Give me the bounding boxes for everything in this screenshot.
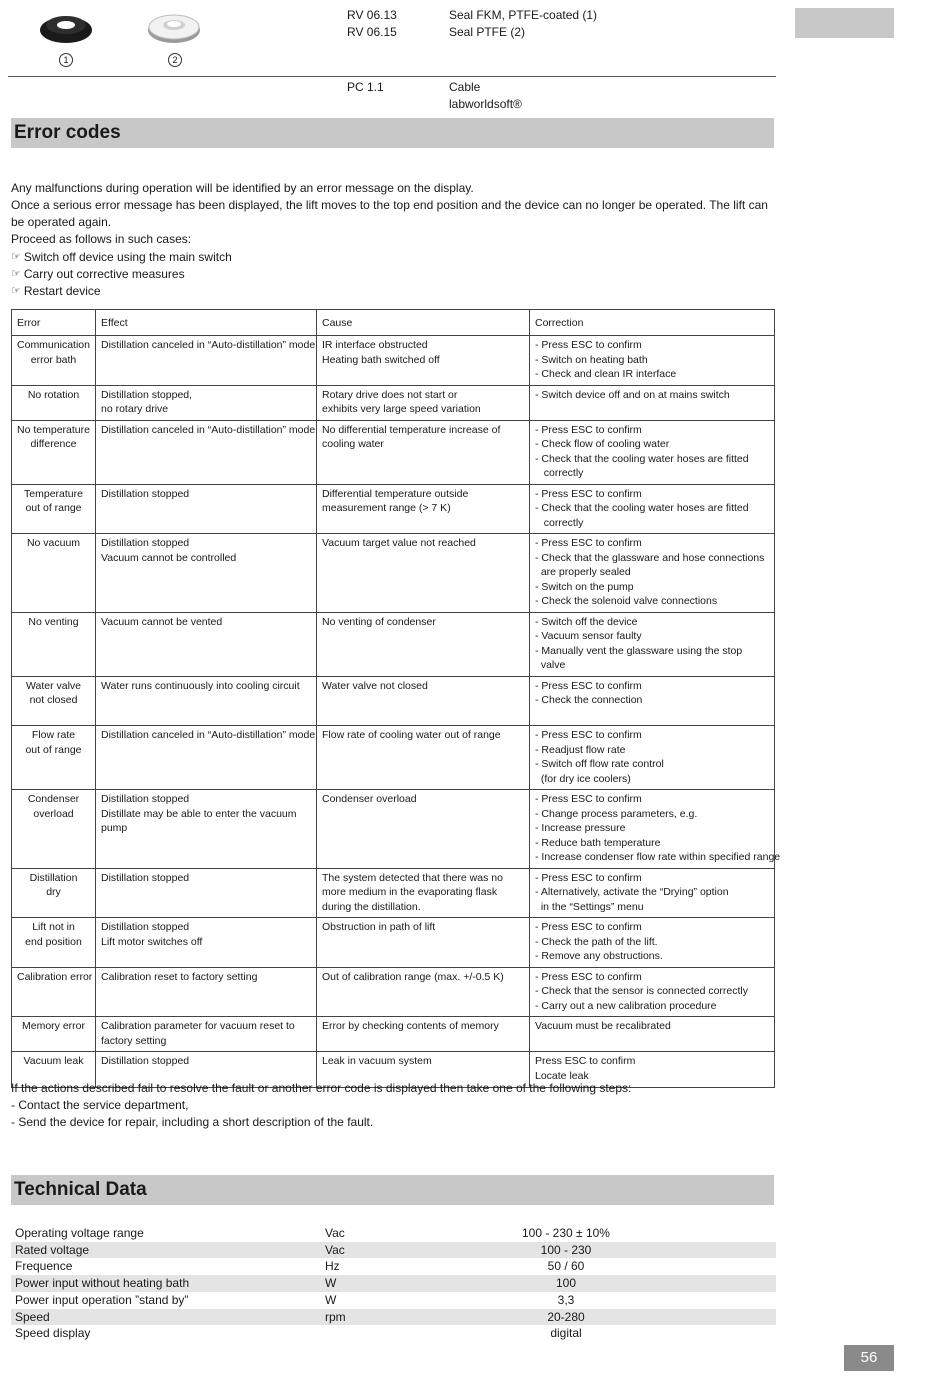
correction-line: - Press ESC to confirm bbox=[535, 679, 642, 692]
cause-line: Condenser overload bbox=[322, 793, 417, 805]
cell-correction bbox=[530, 484, 775, 534]
correction-line: correctly bbox=[535, 516, 584, 529]
cell-correction bbox=[530, 726, 775, 790]
effect-line: Distillation stopped bbox=[101, 793, 190, 805]
cause-line: IR interface obstructed bbox=[322, 339, 428, 351]
tech-data-value: 100 - 230 bbox=[540, 1242, 592, 1257]
cell-correction bbox=[530, 612, 775, 676]
error-codes-heading: Error codes bbox=[11, 118, 774, 148]
step-item bbox=[11, 266, 776, 283]
table-row bbox=[12, 385, 775, 420]
cell-effect bbox=[96, 676, 317, 726]
effect-line: factory setting bbox=[101, 1034, 167, 1047]
cell-error bbox=[12, 918, 96, 968]
tech-data-name: Speed display bbox=[15, 1326, 91, 1341]
cell-correction bbox=[530, 534, 775, 613]
tech-data-value: 3,3 bbox=[557, 1292, 575, 1307]
tech-data-unit: W bbox=[325, 1276, 337, 1291]
correction-line: - Change process parameters, e.g. bbox=[535, 807, 698, 820]
tech-data-row bbox=[11, 1225, 776, 1242]
tech-data-row bbox=[11, 1292, 776, 1309]
correction-line: are properly sealed bbox=[535, 566, 631, 578]
cell-correction bbox=[530, 385, 775, 420]
accessory-description: Seal FKM, PTFE-coated (1) bbox=[449, 8, 598, 22]
correction-line: Vacuum must be recalibrated bbox=[535, 1020, 671, 1032]
effect-line: Distillation canceled in “Auto-distillation” mode bbox=[101, 729, 316, 741]
error-line: out of range bbox=[25, 502, 82, 514]
table-row bbox=[12, 967, 775, 1017]
step-item bbox=[11, 249, 776, 266]
cell-effect bbox=[96, 420, 317, 484]
cause-line: Error by checking contents of memory bbox=[322, 1020, 499, 1032]
table-header-row bbox=[12, 310, 775, 336]
cell-cause bbox=[317, 484, 530, 534]
cause-line: measurement range (> 7 K) bbox=[322, 502, 451, 514]
divider bbox=[8, 76, 776, 77]
error-codes-footer bbox=[11, 1080, 776, 1131]
tech-data-name: Frequence bbox=[15, 1259, 73, 1274]
error-line: Communication bbox=[17, 339, 90, 351]
correction-line: - Press ESC to confirm bbox=[535, 793, 642, 805]
cell-cause bbox=[317, 534, 530, 613]
cell-correction bbox=[530, 790, 781, 869]
error-line: end position bbox=[25, 935, 82, 948]
footer-line: If the actions described fail to resolve the fault or another error code is displayed then take one of the following steps: bbox=[11, 1081, 632, 1095]
accessory-descriptions-seals bbox=[449, 7, 597, 41]
error-line: No rotation bbox=[27, 388, 80, 401]
cell-effect bbox=[96, 918, 317, 968]
cell-cause bbox=[317, 868, 530, 918]
effect-line: pump bbox=[101, 822, 128, 834]
cell-error bbox=[12, 385, 96, 420]
table-row bbox=[12, 612, 775, 676]
correction-line: in the “Settings” menu bbox=[535, 900, 644, 913]
cause-line: Leak in vacuum system bbox=[322, 1055, 432, 1067]
cell-effect bbox=[96, 868, 317, 918]
correction-line: - Check the connection bbox=[535, 694, 643, 706]
tech-data-value: 100 bbox=[555, 1276, 577, 1291]
effect-line: Distillation stopped, bbox=[101, 388, 193, 401]
cell-correction bbox=[530, 676, 775, 726]
accessory-codes-seals bbox=[347, 7, 397, 41]
effect-line: Vacuum cannot be controlled bbox=[101, 551, 237, 564]
accessory-description: labworldsoft® bbox=[449, 97, 522, 111]
error-line: Vacuum leak bbox=[23, 1055, 84, 1067]
cell-cause bbox=[317, 420, 530, 484]
accessory-code: PC 1.1 bbox=[347, 80, 384, 94]
error-line: No venting bbox=[28, 615, 79, 628]
correction-line: - Reduce bath temperature bbox=[535, 836, 661, 849]
correction-line: (for dry ice coolers) bbox=[535, 772, 631, 785]
error-line: difference bbox=[30, 438, 77, 450]
error-line: Memory error bbox=[21, 1020, 85, 1032]
seal-ptfe-image bbox=[146, 10, 202, 44]
correction-line: - Switch off flow rate control bbox=[535, 758, 664, 770]
cell-correction bbox=[530, 918, 775, 968]
footer-line: - Contact the service department, bbox=[11, 1098, 189, 1112]
tech-data-unit: rpm bbox=[325, 1309, 346, 1324]
table-row bbox=[12, 790, 775, 869]
column-header-error: Error bbox=[12, 310, 96, 336]
cause-line: exhibits very large speed variation bbox=[322, 403, 481, 415]
cell-correction bbox=[530, 1017, 775, 1052]
cell-error bbox=[12, 726, 96, 790]
table-row bbox=[12, 1017, 775, 1052]
correction-line: valve bbox=[535, 659, 566, 671]
cell-effect bbox=[96, 790, 317, 869]
step-item bbox=[11, 283, 776, 300]
cell-error bbox=[12, 336, 96, 386]
header-tab bbox=[795, 8, 894, 38]
cause-line: during the distillation. bbox=[322, 900, 421, 913]
intro-line: Any malfunctions during operation will be identified by an error message on the display. bbox=[11, 181, 474, 195]
correction-line: - Switch on the pump bbox=[535, 580, 634, 593]
cell-error bbox=[12, 534, 96, 613]
error-line: Distillation bbox=[29, 871, 78, 884]
correction-line: - Check flow of cooling water bbox=[535, 438, 670, 450]
cell-effect bbox=[96, 534, 317, 613]
correction-line: - Press ESC to confirm bbox=[535, 871, 642, 884]
effect-line: Distillate may be able to enter the vacuum bbox=[101, 807, 297, 820]
tech-data-name: Rated voltage bbox=[15, 1242, 90, 1257]
error-line: out of range bbox=[25, 743, 82, 756]
correction-line: - Press ESC to confirm bbox=[535, 423, 642, 436]
effect-line: Distillation stopped bbox=[101, 1055, 190, 1067]
step-label: Restart device bbox=[23, 284, 101, 298]
cell-cause bbox=[317, 967, 530, 1017]
correction-line bbox=[535, 708, 769, 723]
accessory-codes-cable bbox=[347, 79, 384, 96]
tech-data-row bbox=[11, 1325, 776, 1342]
error-line: Water valve bbox=[25, 679, 82, 692]
tech-data-name: Power input without heating bath bbox=[15, 1276, 190, 1291]
cell-effect bbox=[96, 967, 317, 1017]
correction-line: - Check that the cooling water hoses are fitted bbox=[535, 452, 749, 465]
error-codes-intro bbox=[11, 180, 776, 248]
tech-data-name: Operating voltage range bbox=[15, 1226, 144, 1240]
technical-data-heading: Technical Data bbox=[11, 1175, 774, 1205]
correction-line: - Press ESC to confirm bbox=[535, 921, 642, 933]
cause-line: No venting of condenser bbox=[322, 615, 436, 628]
table-row bbox=[12, 336, 775, 386]
tech-data-name: Speed bbox=[15, 1309, 50, 1324]
error-table-body bbox=[12, 336, 781, 1088]
cause-line: Rotary drive does not start or bbox=[322, 388, 458, 401]
cell-correction bbox=[530, 967, 775, 1017]
error-codes-table bbox=[11, 309, 781, 1088]
correction-line: - Alternatively, activate the “Drying” option bbox=[535, 886, 729, 898]
cell-error bbox=[12, 420, 96, 484]
table-row bbox=[12, 676, 775, 726]
correction-line: - Switch off the device bbox=[535, 615, 638, 628]
cell-error bbox=[12, 612, 96, 676]
error-line: No temperature bbox=[17, 423, 90, 436]
correction-line: - Check that the sensor is connected correctly bbox=[535, 985, 749, 997]
tech-data-row bbox=[11, 1258, 776, 1275]
table-row bbox=[12, 534, 775, 613]
error-line: Condenser bbox=[27, 793, 80, 805]
cell-error bbox=[12, 1017, 96, 1052]
tech-data-unit: Hz bbox=[325, 1259, 340, 1274]
cell-cause bbox=[317, 1017, 530, 1052]
cause-line: Heating bath switched off bbox=[322, 353, 440, 366]
cell-correction bbox=[530, 868, 775, 918]
effect-line: Distillation stopped bbox=[101, 487, 190, 500]
correction-line: - Check the path of the lift. bbox=[535, 935, 658, 948]
correction-line: Press ESC to confirm bbox=[535, 1055, 636, 1067]
effect-line: Water runs continuously into cooling circuit bbox=[101, 679, 300, 692]
error-line: Lift not in bbox=[32, 921, 75, 933]
cell-error bbox=[12, 868, 96, 918]
effect-line: Distillation stopped bbox=[101, 537, 190, 549]
error-line: error bath bbox=[30, 353, 77, 366]
tech-data-unit: Vac bbox=[325, 1226, 345, 1240]
cell-effect bbox=[96, 612, 317, 676]
cause-line: Flow rate of cooling water out of range bbox=[322, 729, 501, 741]
effect-line: Distillation stopped bbox=[101, 871, 190, 884]
error-line: not closed bbox=[29, 694, 78, 706]
column-header-effect: Effect bbox=[96, 310, 317, 336]
effect-line: Distillation stopped bbox=[101, 921, 190, 933]
correction-line: - Check the solenoid valve connections bbox=[535, 595, 718, 607]
correction-line: - Remove any obstructions. bbox=[535, 950, 663, 962]
image-marker-1: 1 bbox=[59, 53, 73, 67]
column-header-correction: Correction bbox=[530, 310, 775, 336]
accessory-code: RV 06.13 bbox=[347, 8, 397, 22]
cause-line: Obstruction in path of lift bbox=[322, 921, 436, 933]
cell-error bbox=[12, 484, 96, 534]
tech-data-value: 50 / 60 bbox=[547, 1259, 585, 1274]
steps-list bbox=[11, 249, 776, 300]
table-row bbox=[12, 918, 775, 968]
tech-data-value: 20-280 bbox=[547, 1309, 585, 1324]
accessory-code: RV 06.15 bbox=[347, 25, 397, 39]
page-number: 56 bbox=[844, 1345, 894, 1371]
cell-correction bbox=[530, 336, 775, 386]
cell-error bbox=[12, 967, 96, 1017]
correction-line: - Press ESC to confirm bbox=[535, 729, 642, 741]
tech-data-row bbox=[11, 1242, 776, 1259]
cell-effect bbox=[96, 336, 317, 386]
column-header-cause: Cause bbox=[317, 310, 530, 336]
intro-line: Proceed as follows in such cases: bbox=[11, 232, 192, 246]
effect-line: no rotary drive bbox=[101, 403, 169, 415]
cell-effect bbox=[96, 385, 317, 420]
cell-cause bbox=[317, 918, 530, 968]
tech-data-row bbox=[11, 1309, 776, 1326]
correction-line: - Manually vent the glassware using the stop bbox=[535, 644, 743, 657]
correction-line: - Increase condenser flow rate within specified range bbox=[535, 851, 781, 863]
tech-data-value: digital bbox=[550, 1326, 582, 1341]
correction-line: - Increase pressure bbox=[535, 822, 626, 834]
cause-line: Vacuum target value not reached bbox=[322, 537, 476, 549]
pointing-hand-icon: ☞ bbox=[11, 268, 21, 280]
cause-line: Water valve not closed bbox=[322, 679, 428, 692]
cell-effect bbox=[96, 726, 317, 790]
cause-line: more medium in the evaporating flask bbox=[322, 886, 498, 898]
error-line: overload bbox=[33, 807, 74, 820]
cell-correction bbox=[530, 420, 775, 484]
seal-fkm-image bbox=[38, 10, 94, 44]
cause-line: Differential temperature outside bbox=[322, 487, 469, 500]
correction-line: correctly bbox=[535, 467, 584, 479]
footer-line: - Send the device for repair, including a short description of the fault. bbox=[11, 1115, 374, 1129]
accessory-description: Cable bbox=[449, 80, 481, 94]
cell-cause bbox=[317, 726, 530, 790]
cell-error bbox=[12, 790, 96, 869]
correction-line: - Readjust flow rate bbox=[535, 743, 626, 756]
cell-cause bbox=[317, 385, 530, 420]
correction-line: - Press ESC to confirm bbox=[535, 537, 642, 549]
cell-cause bbox=[317, 790, 530, 869]
tech-data-unit: W bbox=[325, 1292, 337, 1307]
table-row bbox=[12, 868, 775, 918]
step-label: Switch off device using the main switch bbox=[23, 250, 232, 264]
correction-line: - Press ESC to confirm bbox=[535, 487, 642, 500]
cause-line: The system detected that there was no bbox=[322, 871, 503, 884]
correction-line: Locate leak bbox=[535, 1069, 589, 1082]
accessory-description: Seal PTFE (2) bbox=[449, 25, 526, 39]
step-label: Carry out corrective measures bbox=[23, 267, 185, 281]
cause-line: Out of calibration range (max. +/-0.5 K) bbox=[322, 970, 504, 983]
error-line: No vacuum bbox=[26, 537, 81, 549]
table-row bbox=[12, 420, 775, 484]
cell-cause bbox=[317, 676, 530, 726]
cell-cause bbox=[317, 612, 530, 676]
cell-effect bbox=[96, 484, 317, 534]
correction-line: - Press ESC to confirm bbox=[535, 339, 642, 351]
tech-data-unit: Vac bbox=[325, 1242, 345, 1257]
correction-line: - Switch on heating bath bbox=[535, 353, 648, 366]
pointing-hand-icon: ☞ bbox=[11, 285, 21, 297]
tech-data-name: Power input operation ”stand by” bbox=[15, 1292, 189, 1307]
effect-line: Distillation canceled in “Auto-distillation” mode bbox=[101, 423, 316, 436]
correction-line: - Check and clean IR interface bbox=[535, 368, 677, 380]
cell-effect bbox=[96, 1017, 317, 1052]
effect-line: Distillation canceled in “Auto-distillation” mode bbox=[101, 339, 316, 351]
cell-error bbox=[12, 676, 96, 726]
error-line: Calibration error bbox=[17, 970, 93, 983]
correction-line: - Check that the cooling water hoses are fitted bbox=[535, 502, 749, 514]
effect-line: Calibration parameter for vacuum reset to bbox=[101, 1020, 295, 1032]
correction-line: - Switch device off and on at mains switch bbox=[535, 388, 730, 401]
tech-data-row bbox=[11, 1275, 776, 1292]
error-line: dry bbox=[46, 886, 61, 898]
effect-line: Vacuum cannot be vented bbox=[101, 615, 223, 628]
accessory-descriptions-cable bbox=[449, 79, 522, 113]
correction-line: - Carry out a new calibration procedure bbox=[535, 999, 717, 1012]
tech-data-value: 100 - 230 ± 10% bbox=[522, 1226, 610, 1240]
correction-line: - Press ESC to confirm bbox=[535, 970, 642, 983]
image-marker-2: 2 bbox=[168, 53, 182, 67]
cause-line: No differential temperature increase of bbox=[322, 423, 501, 436]
correction-line: - Check that the glassware and hose connections bbox=[535, 551, 765, 564]
table-row bbox=[12, 484, 775, 534]
cell-cause bbox=[317, 336, 530, 386]
intro-line: Once a serious error message has been displayed, the lift moves to the top end position and the device can no longer be operated. The lift can be operated again. bbox=[11, 198, 768, 229]
pointing-hand-icon: ☞ bbox=[11, 251, 21, 263]
cause-line: cooling water bbox=[322, 438, 384, 450]
error-line: Temperature bbox=[24, 487, 83, 500]
correction-line: - Vacuum sensor faulty bbox=[535, 630, 642, 642]
error-line: Flow rate bbox=[31, 729, 76, 741]
effect-line: Calibration reset to factory setting bbox=[101, 970, 258, 983]
table-row bbox=[12, 726, 775, 790]
effect-line: Lift motor switches off bbox=[101, 935, 203, 948]
